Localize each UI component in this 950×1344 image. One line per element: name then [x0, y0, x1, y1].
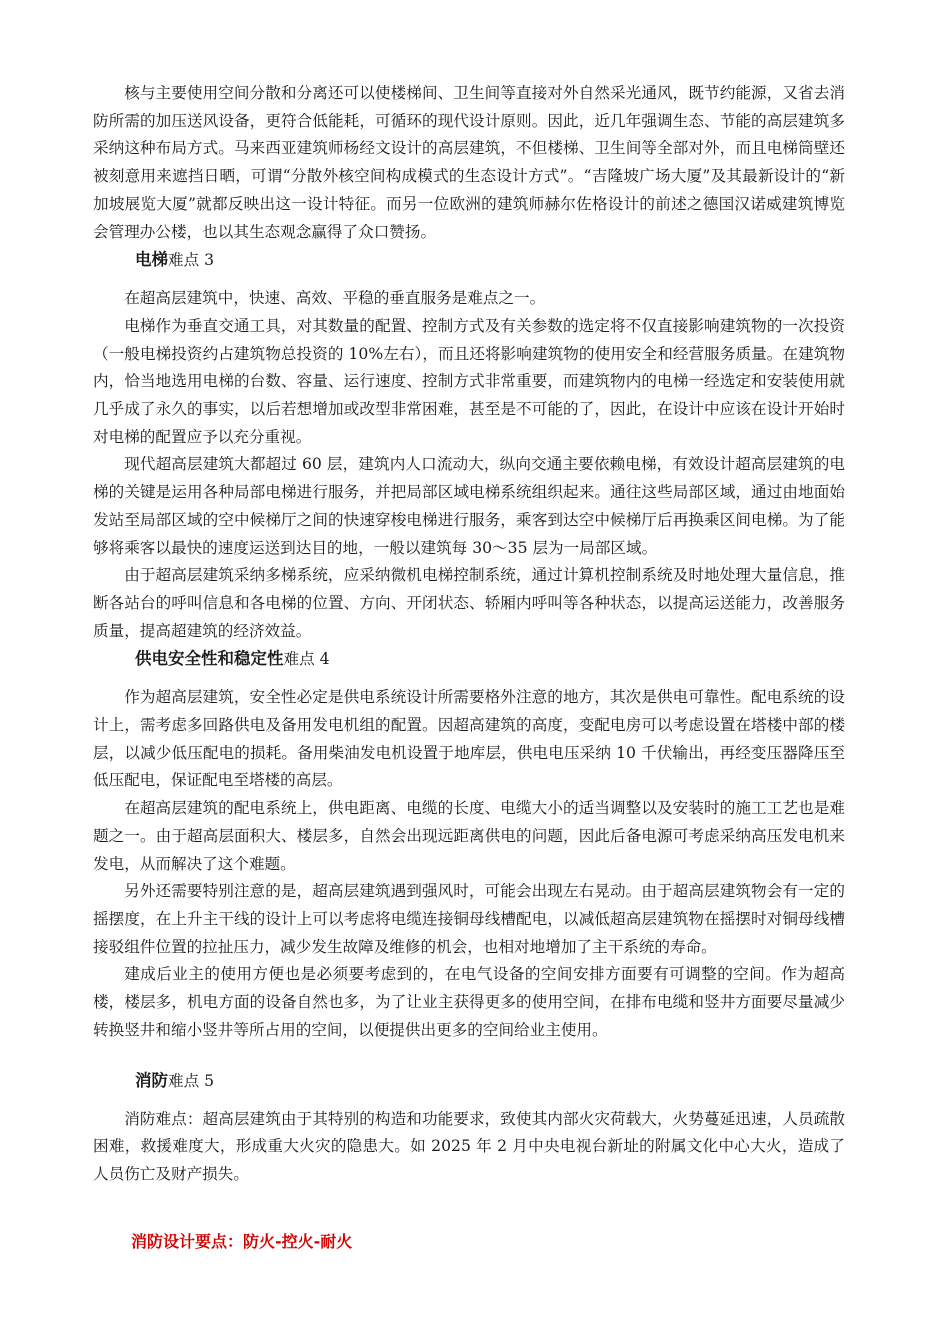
elevator-paragraph-3: 现代超高层建筑大都超过 60 层，建筑内人口流动大，纵向交通主要依赖电梯，有效设计超高层建筑的电梯的关键是运用各种局部电梯进行服务，并把局部区域电梯系统组织起来。通往这些局部区域，通过由地面始发站至局部区域的空中候梯厅之间的快速穿梭电梯进行服务，乘客到达空中候梯厅后再换乘区间电梯。为了能够将乘客以最快的速度运送到达目的地，一般以建筑每 30～35 层为一局部区域。: [93, 455, 845, 557]
section-heading-power: [93, 646, 845, 672]
power-paragraph-2: 在超高层建筑的配电系统上，供电距离、电缆的长度、电缆大小的适当调整以及安装时的施工工艺也是难题之一。由于超高层面积大、楼层多，自然会出现远距离供电的问题，因此后备电源可考虑采纳高压发电机来发电，从而解决了这个难题。: [93, 799, 845, 873]
elevator-paragraph-4: 由于超高层建筑采纳多梯系统，应采纳微机电梯控制系统，通过计算机控制系统及时地处理大量信息，推断各站台的呼叫信息和各电梯的位置、方向、开闭状态、轿厢内呼叫等各种状态，以提高运送能力，改善服务质量，提高超建筑的经济效益。: [93, 566, 845, 640]
section-title: 供电安全性和稳定性: [135, 649, 284, 669]
section-title: 电梯: [135, 250, 168, 270]
section-title: 消防: [135, 1070, 168, 1090]
section-heading-fire: [93, 1068, 845, 1094]
power-paragraph-1: 作为超高层建筑，安全性必定是供电系统设计所需要格外注意的地方，其次是供电可靠性。配电系统的设计上，需考虑多回路供电及备用发电机组的配置。因超高建筑的高度，变配电房可以考虑设置在塔楼中部的楼层，以减少低压配电的损耗。备用柴油发电机设置于地库层，供电电压采纳 10 千伏输出，再经变压器降压至低压配电，保证配电至塔楼的高层。: [93, 688, 845, 790]
section-heading-elevator: [93, 247, 845, 273]
power-paragraph-3: 另外还需要特别注意的是，超高层建筑遇到强风时，可能会出现左右晃动。由于超高层建筑物会有一定的摇摆度，在上升主干线的设计上可以考虑将电缆连接铜母线槽配电，以减低超高层建筑物在摇摆时对铜母线槽接驳组件位置的拉扯压力，减少发生故障及维修的机会，也相对地增加了主干系统的寿命。: [93, 882, 845, 956]
document-body: [93, 80, 845, 1252]
power-paragraph-4: 建成后业主的使用方便也是必须要考虑到的，在电气设备的空间安排方面要有可调整的空间。作为超高楼，楼层多，机电方面的设备自然也多，为了让业主获得更多的使用空间，在排布电缆和竖井方面要尽量减少转换竖井和缩小竖井等所占用的空间，以便提供出更多的空间给业主使用。: [93, 965, 845, 1039]
elevator-paragraph-2: 电梯作为垂直交通工具，对其数量的配置、控制方式及有关参数的选定将不仅直接影响建筑物的一次投资（一般电梯投资约占建筑物总投资的 10%左右），而且还将影响建筑物的使用安全和经营服务质量。在建筑物内，恰当地选用电梯的台数、容量、运行速度、控制方式非常重要，而建筑物内的电梯一经选定和安装使用就几乎成了永久的事实，以后若想增加或改型非常困难，甚至是不可能的了，因此，在设计中应该在设计开始时对电梯的配置应予以充分重视。: [93, 316, 845, 446]
section-suffix: 难点 4: [283, 650, 330, 669]
fire-design-heading: 消防设计要点：防火-控火-耐火: [131, 1231, 353, 1251]
intro-paragraph: 核与主要使用空间分散和分离还可以使楼梯间、卫生间等直接对外自然采光通风，既节约能源，又省去消防所需的加压送风设备，更符合低能耗，可循环的现代设计原则。因此，近几年强调生态、节能的高层建筑多采纳这种布局方式。马来西亚建筑师杨经文设计的高层建筑，不但楼梯、卫生间等全部对外，而且电梯筒壁还被刻意用来遮挡日晒，可谓“分散外核空间构成模式的生态设计方式”。“吉隆坡广场大厦”及其最新设计的“新加坡展览大厦”就都反映出这一设计特征。而另一位欧洲的建筑师赫尔佐格设计的前述之德国汉诺威建筑博览会管理办公楼，也以其生态观念赢得了众口赞扬。: [93, 84, 845, 241]
fire-paragraph-1: 消防难点：超高层建筑由于其特别的构造和功能要求，致使其内部火灾荷载大，火势蔓延迅速，人员疏散困难，救援难度大，形成重大火灾的隐患大。如 2025 年 2 月中央电视台新址的附属文化中心大火，造成了人员伤亡及财产损失。: [93, 1109, 845, 1183]
section-suffix: 难点 3: [168, 251, 215, 270]
section-suffix: 难点 5: [168, 1071, 215, 1090]
elevator-paragraph-1: 在超高层建筑中，快速、高效、平稳的垂直服务是难点之一。: [124, 289, 546, 308]
